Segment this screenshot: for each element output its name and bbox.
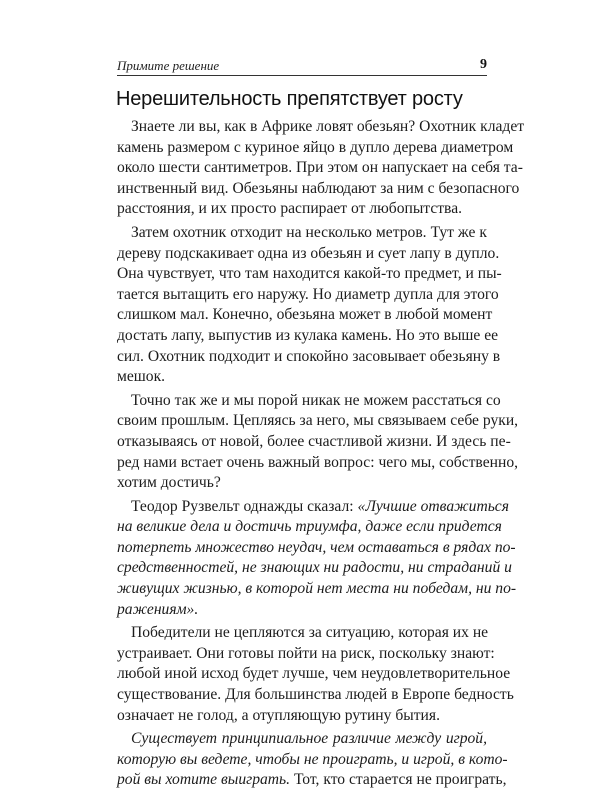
- section-title: Примите решение: [117, 58, 220, 73]
- text-line: Знаете ли вы, как в Африке ловят обезьян? Охотник кладет: [131, 118, 525, 135]
- text-line: устраивает. Они готовы пойти на риск, поскольку знают:: [117, 644, 495, 662]
- header-rule: [117, 75, 487, 76]
- quote-line: на великие дела и достичь триумфа, даже если придется: [117, 518, 502, 536]
- paragraph: [117, 117, 525, 220]
- text-line: любой иной исход будет лучше, чем неудовлетворительное: [117, 665, 511, 683]
- paragraph: [117, 391, 519, 494]
- text-run: Теодор Рузвельт однажды сказал:: [131, 497, 358, 515]
- text-line: [117, 770, 507, 791]
- quote-line: ражениям».: [117, 600, 199, 618]
- text-line: своим прошлым. Цепляясь за него, мы связываем себе руки,: [117, 412, 519, 430]
- chapter-title: Нерешительность препятствует росту: [116, 88, 463, 110]
- text-run: Тот, кто старается не проиграть,: [290, 771, 507, 789]
- text-line: слишком мал. Конечно, обезьяна может в любой момент: [117, 306, 493, 324]
- text-line: означает не голод, а отупляющую рутину бытия.: [117, 706, 440, 724]
- text-line: хотим достичь?: [117, 474, 221, 492]
- quote-line: средственностей, не знающих ни радости, ни страданий и: [117, 559, 512, 577]
- paragraph: [117, 623, 514, 726]
- paragraph: [117, 729, 508, 791]
- emphasis-line: которую вы ведете, чтобы не проиграть, и игрой, в кото-: [117, 750, 508, 768]
- text-line: расстояния, и их просто распирает от любопытства.: [117, 200, 463, 218]
- text-line: Она чувствует, что там находится какой-то предмет, и пы-: [117, 265, 502, 283]
- paragraph: [117, 223, 502, 388]
- quote-paragraph: [117, 497, 517, 621]
- text-line: инственный вид. Обезьяны наблюдают за ним с безопасного: [117, 179, 520, 197]
- text-line: Точно так же и мы порой никак не можем расстаться со: [131, 391, 501, 409]
- text-line: дереву подскакивает одна из обезьян и сует лапу в дупло.: [117, 244, 500, 262]
- text-line: тается вытащить его наружу. Но диаметр дупла для этого: [117, 285, 499, 303]
- text-line: около шести сантиметров. При этом он напускает на себя та-: [117, 159, 523, 177]
- text-line: существование. Для большинства людей в Европе бедность: [117, 686, 514, 704]
- quote-run: «Лучшие отважиться: [357, 497, 509, 515]
- text-line: Победители не цепляются за ситуацию, которая их не: [131, 624, 489, 642]
- text-line: достать лапу, выпустив из кулака камень. Но это выше ее: [117, 326, 499, 344]
- quote-line: живущих жизнью, в которой нет места ни победам, ни по-: [117, 580, 517, 598]
- text-line: ред нами встает очень важный вопрос: чего мы, собственно,: [117, 453, 519, 471]
- quote-line: потерпеть множество неудач, чем оставаться в рядах по-: [117, 538, 516, 556]
- running-header: [117, 57, 487, 77]
- text-line: Затем охотник отходит на несколько метров. Тут же к: [131, 223, 487, 241]
- emphasis-run: рой вы хотите выиграть.: [117, 771, 291, 789]
- emphasis-line: Существует принципиальное различие между игрой,: [131, 730, 487, 748]
- text-line: [117, 497, 509, 518]
- text-line: камень размером с куриное яйцо в дупло дерева диаметром: [117, 138, 514, 156]
- body-text: [117, 117, 525, 791]
- text-line: мешок.: [117, 368, 166, 386]
- page-number: 9: [480, 57, 487, 72]
- text-line: сил. Охотник подходит и спокойно засовывает обезьяну в: [117, 347, 501, 365]
- text-line: отказываясь от новой, более счастливой жизни. И здесь пе-: [117, 432, 511, 450]
